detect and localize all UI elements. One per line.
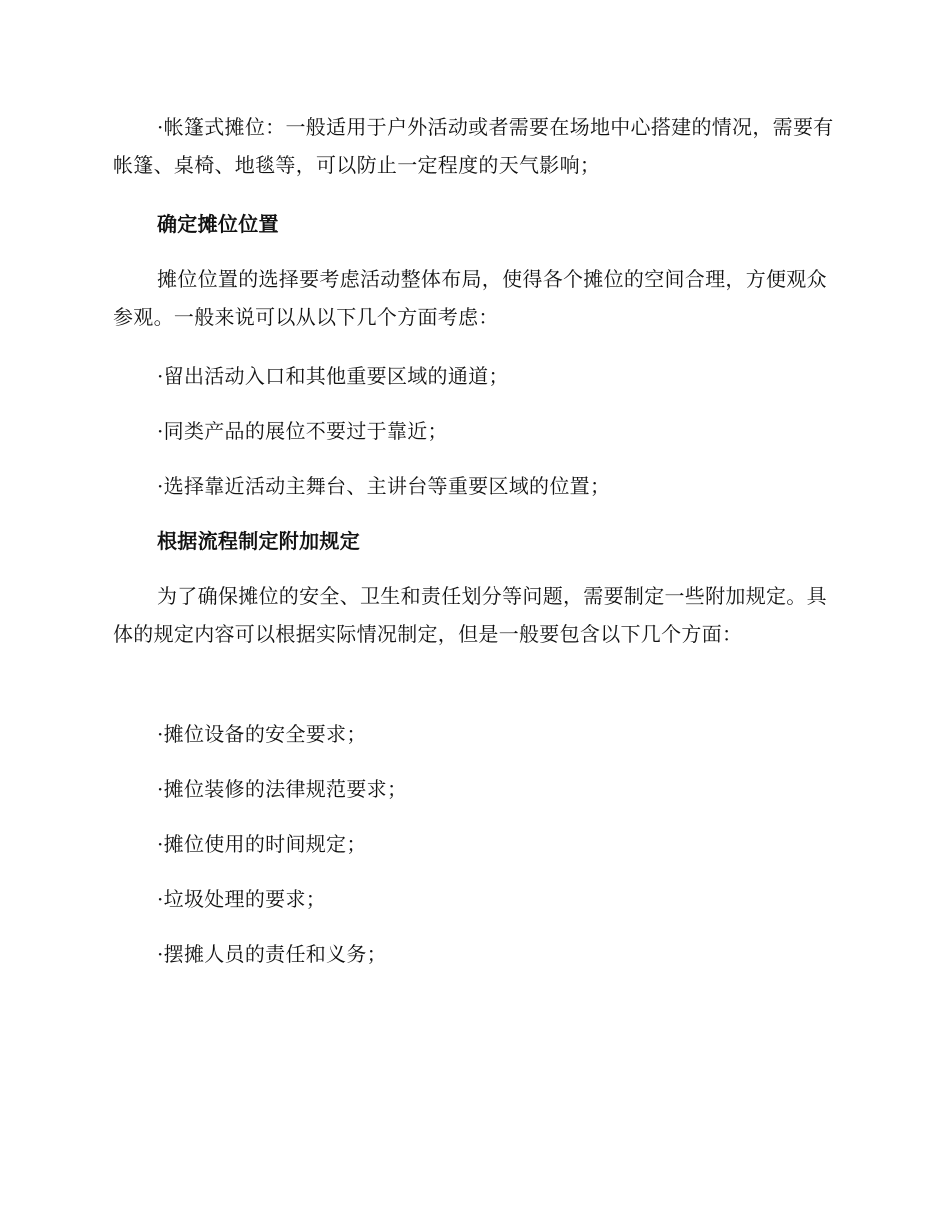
paragraph-tent-booth: ·帐篷式摊位：一般适用于户外活动或者需要在场地中心搭建的情况，需要有帐篷、桌椅、地毯等，可以防止一定程度的天气影响； — [113, 115, 834, 177]
heading-additional-rules: 根据流程制定附加规定 — [157, 529, 360, 553]
list-item: ·摊位装修的法律规范要求； — [157, 777, 408, 801]
list-item: ·留出活动入口和其他重要区域的通道； — [157, 364, 509, 388]
list-item: ·摊位设备的安全要求； — [157, 722, 367, 746]
list-item: ·选择靠近活动主舞台、主讲台等重要区域的位置； — [157, 474, 611, 498]
list-item: ·摊位使用的时间规定； — [157, 832, 367, 856]
paragraph-additional-rules: 为了确保摊位的安全、卫生和责任划分等问题，需要制定一些附加规定。具体的规定内容可以根据实际情况制定，但是一般要包含以下几个方面： — [113, 584, 827, 646]
paragraph-booth-location: 摊位位置的选择要考虑活动整体布局，使得各个摊位的空间合理，方便观众参观。一般来说可以从以下几个方面考虑： — [113, 267, 827, 329]
list-item: ·垃圾处理的要求； — [157, 887, 327, 911]
list-item: ·摆摊人员的责任和义务； — [157, 942, 387, 966]
heading-booth-location: 确定摊位位置 — [157, 212, 279, 236]
list-item: ·同类产品的展位不要过于靠近； — [157, 419, 448, 443]
